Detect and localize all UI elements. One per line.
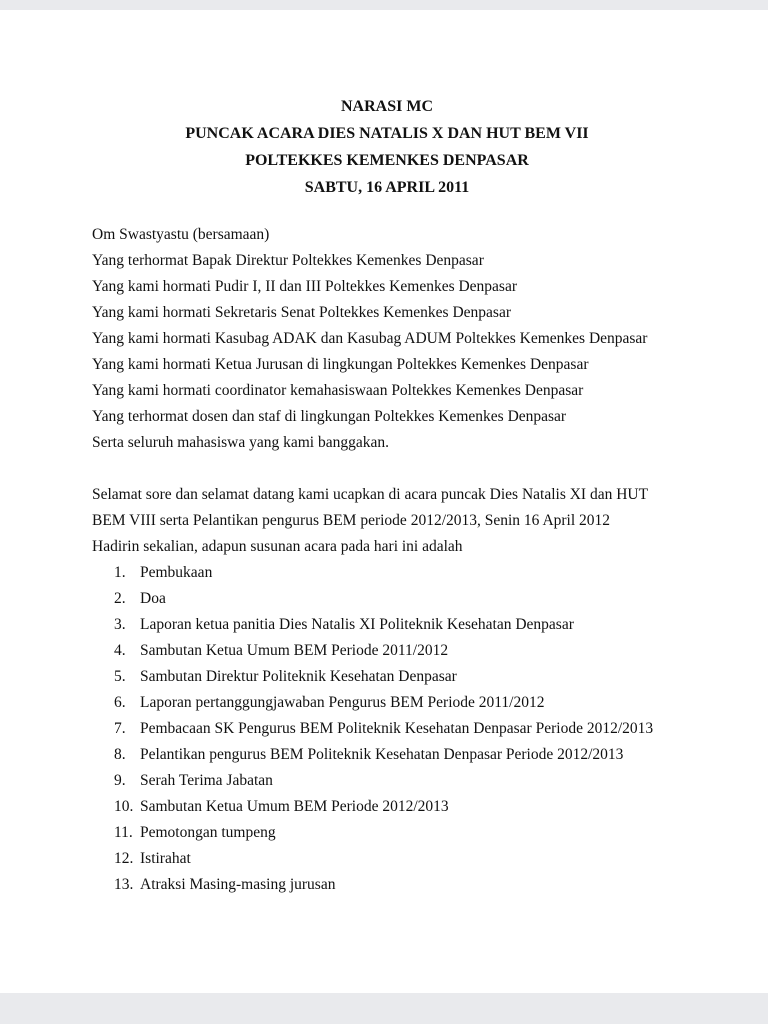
agenda-item — [92, 820, 682, 846]
document-page — [0, 10, 768, 993]
agenda-item-number: 11. — [114, 824, 133, 841]
agenda-item-number: 6. — [114, 694, 126, 711]
agenda-item-number: 10. — [114, 798, 134, 815]
agenda-item — [92, 794, 682, 820]
salutation-line: Yang kami hormati coordinator kemahasiswaan Poltekkes Kemenkes Denpasar — [92, 382, 584, 399]
agenda-item — [92, 638, 682, 664]
agenda-item-text: Sambutan Direktur Politeknik Kesehatan Denpasar — [140, 668, 457, 685]
agenda-item — [92, 586, 682, 612]
agenda-item-text: Atraksi Masing-masing jurusan — [140, 876, 336, 893]
agenda-item — [92, 716, 682, 742]
agenda-item — [92, 612, 682, 638]
agenda-item-number: 12. — [114, 850, 134, 867]
title-line: PUNCAK ACARA DIES NATALIS X DAN HUT BEM VII — [185, 125, 589, 142]
agenda-item-number: 8. — [114, 746, 126, 763]
agenda-item-text: Sambutan Ketua Umum BEM Periode 2012/2013 — [140, 798, 449, 815]
agenda-item — [92, 742, 682, 768]
salutation-block — [92, 248, 682, 456]
agenda-item-text: Istirahat — [140, 850, 191, 867]
agenda-item-text: Pelantikan pengurus BEM Politeknik Kesehatan Denpasar Periode 2012/2013 — [140, 746, 624, 763]
salutation-line: Yang kami hormati Pudir I, II dan III Poltekkes Kemenkes Denpasar — [92, 278, 518, 295]
salutation-line: Yang terhormat dosen dan staf di lingkungan Poltekkes Kemenkes Denpasar — [92, 408, 567, 425]
title-line: POLTEKKES KEMENKES DENPASAR — [245, 152, 529, 169]
document-title-block — [92, 93, 682, 201]
agenda-item-number: 4. — [114, 642, 126, 659]
agenda-list — [92, 560, 682, 898]
agenda-item-number: 13. — [114, 876, 134, 893]
welcome-paragraph: Selamat sore dan selamat datang kami ucapkan di acara puncak Dies Natalis XI dan HUT BEM VIII serta Pelantikan pengurus BEM periode 2012/2013, Senin 16 April 2012 — [92, 486, 648, 529]
salutation-line: Yang kami hormati Kasubag ADAK dan Kasubag ADUM Poltekkes Kemenkes Denpasar — [92, 330, 648, 347]
agenda-item-number: 2. — [114, 590, 126, 607]
agenda-item-text: Pembacaan SK Pengurus BEM Politeknik Kesehatan Denpasar Periode 2012/2013 — [140, 720, 654, 737]
opening-line: Om Swastyastu (bersamaan) — [92, 226, 270, 243]
agenda-item-number: 9. — [114, 772, 126, 789]
salutation-line: Serta seluruh mahasiswa yang kami banggakan. — [92, 434, 389, 451]
salutation-line: Yang kami hormati Ketua Jurusan di lingkungan Poltekkes Kemenkes Denpasar — [92, 356, 589, 373]
agenda-item — [92, 690, 682, 716]
agenda-item-text: Laporan pertanggungjawaban Pengurus BEM Periode 2011/2012 — [140, 694, 545, 711]
agenda-item-number: 7. — [114, 720, 126, 737]
agenda-item-text: Pemotongan tumpeng — [140, 824, 276, 841]
agenda-item-text: Sambutan Ketua Umum BEM Periode 2011/2012 — [140, 642, 449, 659]
agenda-item-text: Serah Terima Jabatan — [140, 772, 273, 789]
salutation-line: Yang terhormat Bapak Direktur Poltekkes Kemenkes Denpasar — [92, 252, 484, 269]
agenda-item — [92, 846, 682, 872]
agenda-item-text: Pembukaan — [140, 564, 213, 581]
title-line: NARASI MC — [341, 98, 433, 115]
agenda-item-number: 3. — [114, 616, 126, 633]
agenda-item — [92, 664, 682, 690]
document-body — [92, 222, 682, 898]
agenda-item-number: 5. — [114, 668, 126, 685]
agenda-item-number: 1. — [114, 564, 126, 581]
title-line: SABTU, 16 APRIL 2011 — [304, 179, 470, 196]
agenda-item-text: Laporan ketua panitia Dies Natalis XI Politeknik Kesehatan Denpasar — [140, 616, 574, 633]
agenda-item — [92, 872, 682, 898]
agenda-item — [92, 768, 682, 794]
salutation-line: Yang kami hormati Sekretaris Senat Poltekkes Kemenkes Denpasar — [92, 304, 511, 321]
agenda-intro: Hadirin sekalian, adapun susunan acara pada hari ini adalah — [92, 538, 463, 555]
agenda-item-text: Doa — [140, 590, 166, 607]
agenda-item — [92, 560, 682, 586]
